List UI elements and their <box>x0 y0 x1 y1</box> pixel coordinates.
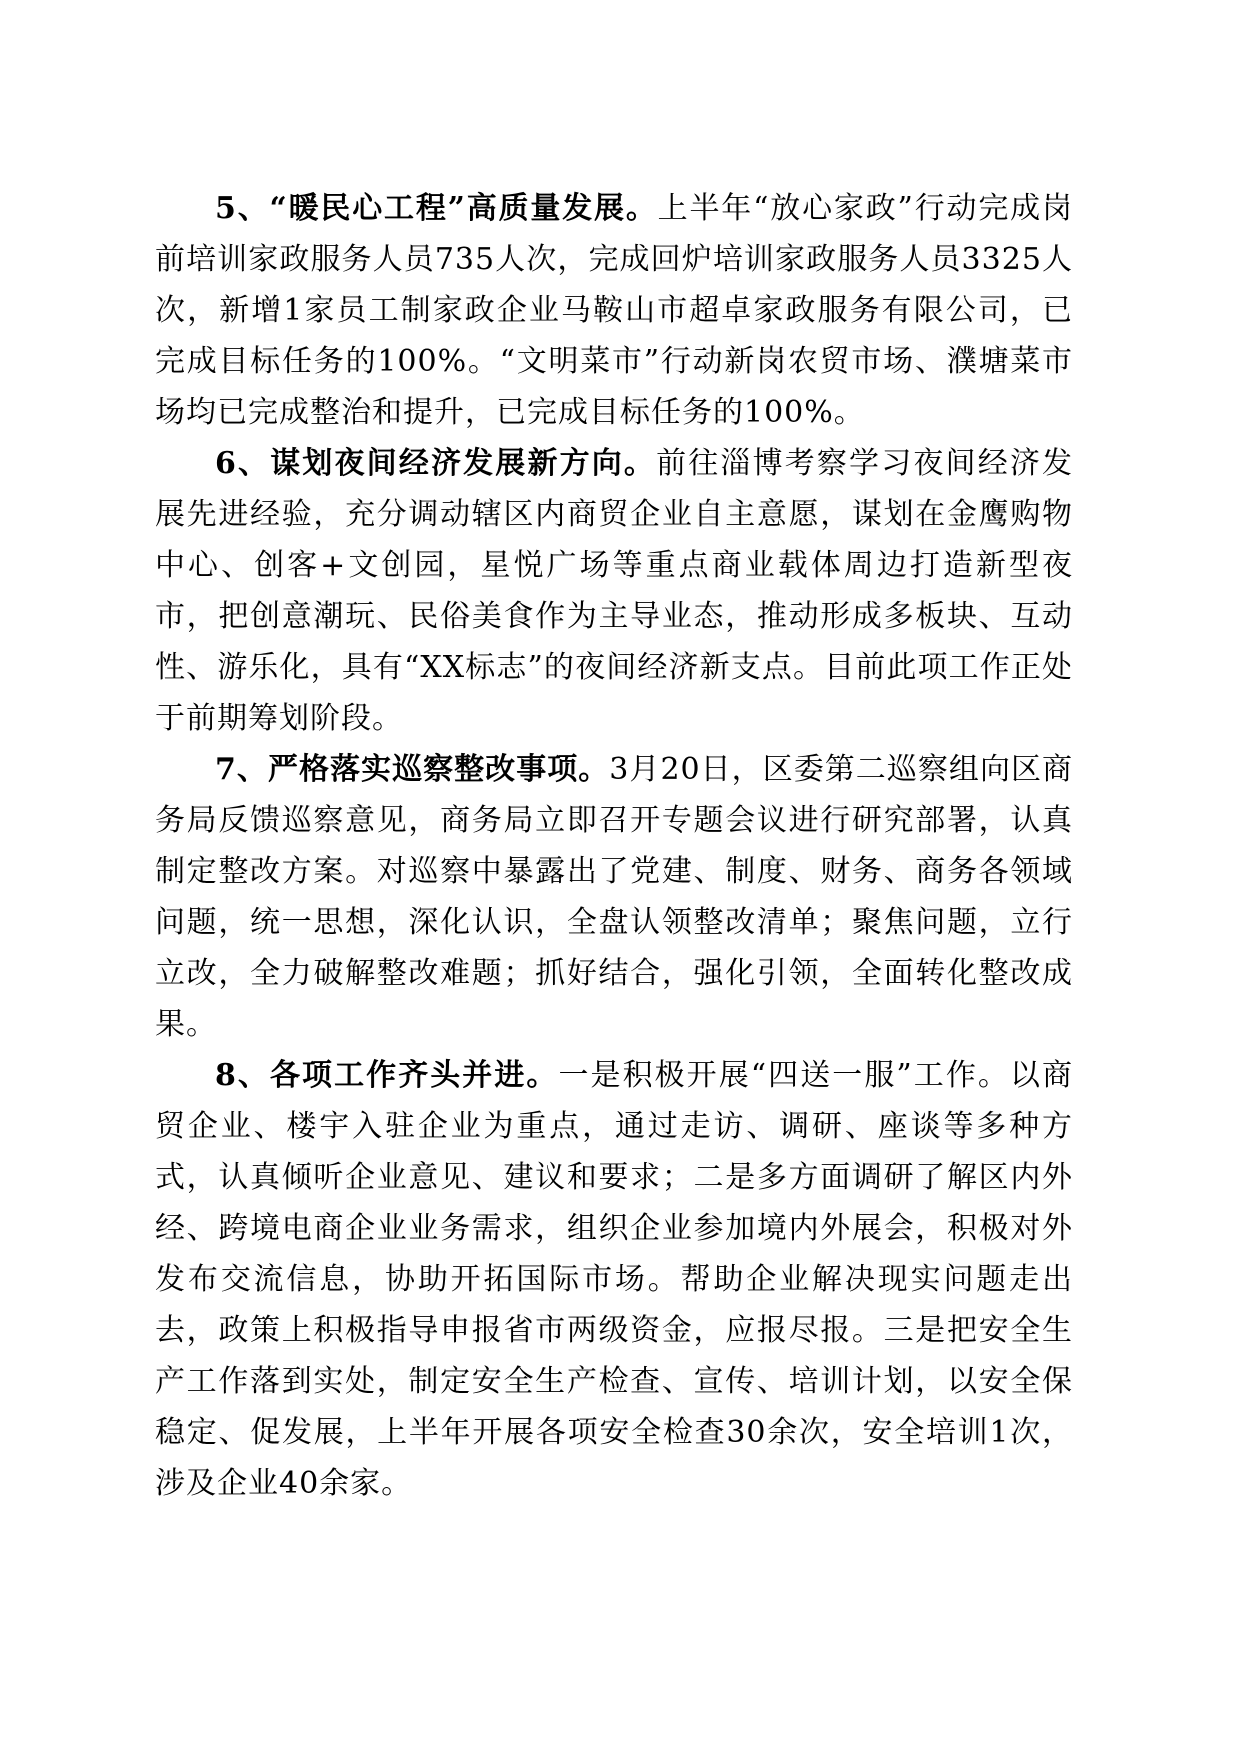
paragraph-body: 3月20日，区委第二巡察组向区商务局反馈巡察意见，商务局立即召开专题会议进行研究部署，认真制定整改方案。对巡察中暴露出了党建、制度、财务、商务各领域问题，统一思想，深化认识，全盘认领整改清单；聚焦问题，立行立改，全力破解整改难题；抓好结合，强化引领，全面转化整改成果。 <box>155 752 1074 1042</box>
paragraph-body: 上半年“放心家政”行动完成岗前培训家政服务人员735人次，完成回炉培训家政服务人员3325人次，新增1家员工制家政企业马鞍山市超卓家政服务有限公司，已完成目标任务的100%。“文明菜市”行动新岗农贸市场、濮塘菜市场均已完成整治和提升，已完成目标任务的100%。 <box>155 191 1073 430</box>
paragraph-body: 前往淄博考察学习夜间经济发展先进经验，充分调动辖区内商贸企业自主意愿，谋划在金鹰购物中心、创客+文创园，星悦广场等重点商业载体周边打造新型夜市，把创意潮玩、民俗美食作为主导业态，推动形成多板块、互动性、游乐化，具有“XX标志”的夜间经济新支点。目前此项工作正处于前期筹划阶段。 <box>155 446 1074 736</box>
paragraph-heading: 6、谋划夜间经济发展新方向。 <box>215 446 657 481</box>
paragraph-5 <box>155 183 1073 438</box>
paragraph-body: 一是积极开展“四送一服”工作。以商贸企业、楼宇入驻企业为重点，通过走访、调研、座谈等多种方式，认真倾听企业意见、建议和要求；二是多方面调研了解区内外经、跨境电商企业业务需求，组织企业参加境内外展会，积极对外发布交流信息，协助开拓国际市场。帮助企业解决现实问题走出去，政策上积极指导申报省市两级资金，应报尽报。三是把安全生产工作落到实处，制定安全生产检查、宣传、培训计划，以安全保稳定、促发展，上半年开展各项安全检查30余次，安全培训1次，涉及企业40余家。 <box>155 1058 1073 1501</box>
paragraph-heading: 8、各项工作齐头并进。 <box>215 1058 559 1093</box>
document-page <box>155 183 1073 1509</box>
paragraph-heading: 7、严格落实巡察整改事项。 <box>215 752 610 787</box>
paragraph-7 <box>155 744 1073 1050</box>
paragraph-heading: 5、“暖民心工程”高质量发展。 <box>215 191 658 226</box>
paragraph-6 <box>155 438 1073 744</box>
paragraph-8 <box>155 1050 1073 1509</box>
